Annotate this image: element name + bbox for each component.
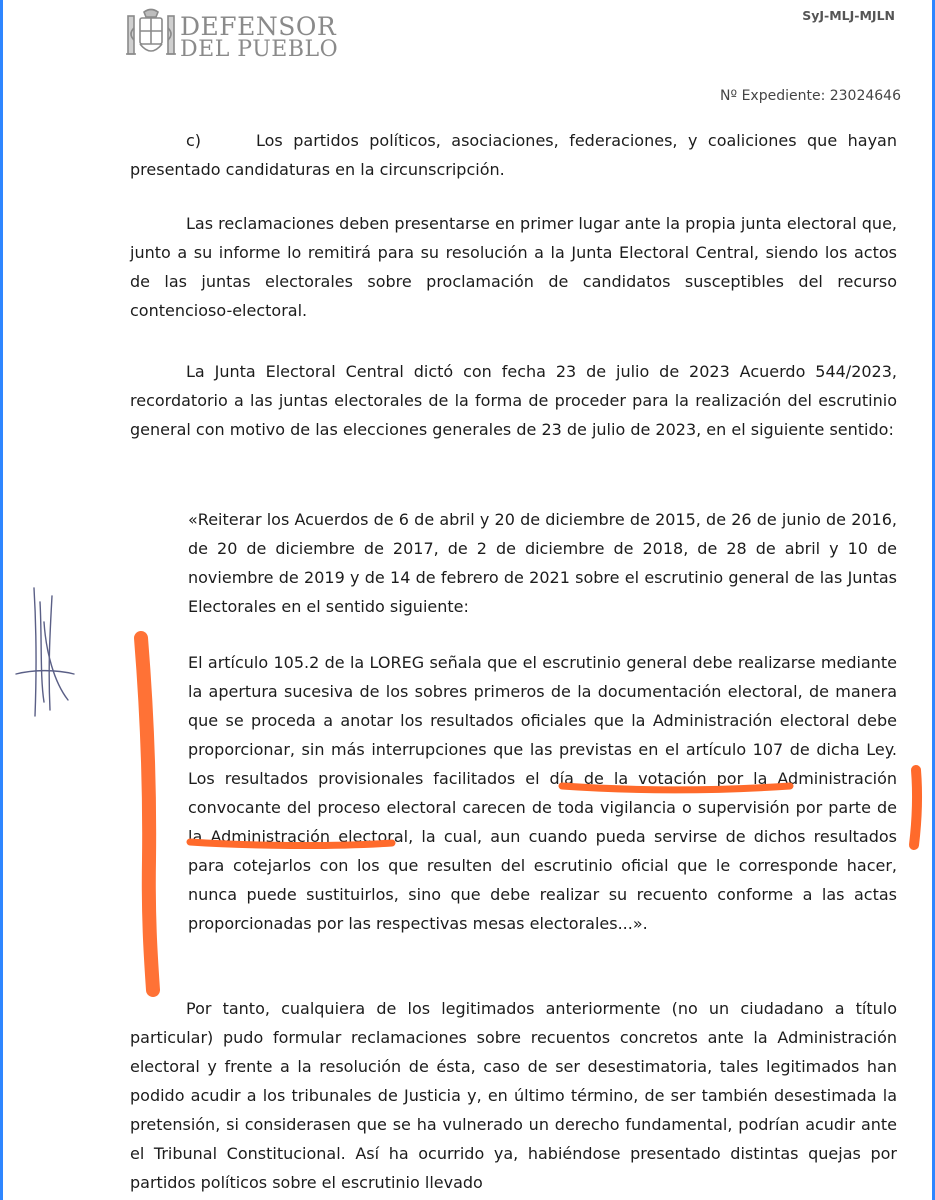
paragraph-junta-electoral: La Junta Electoral Central dictó con fecha 23 de julio de 2023 Acuerdo 544/2023, recordatorio a las juntas electorales de la forma de proceder para la realización del escrutinio general con motivo de las elecciones generales de 23 de julio de 2023, en el siguiente sentido:: [130, 362, 897, 439]
case-number: Nº Expediente: 23024646: [720, 88, 901, 104]
document-reference: SyJ-MLJ-MJLN: [802, 8, 895, 23]
coat-of-arms-icon: [122, 6, 180, 64]
logo-text-line1: DEFENSOR: [180, 12, 337, 41]
paragraph-c-text: Los partidos políticos, asociaciones, federaciones, y coaliciones que hayan presentado candidaturas en la circunscripción.: [130, 131, 897, 179]
margin-highlight-stroke: [914, 770, 917, 845]
paragraph-reclamaciones: Las reclamaciones deben presentarse en primer lugar ante la propia junta electoral que, junto a su informe lo remitirá para su resolución a la Junta Electoral Central, siendo los actos de las juntas electorales sobre proclamación de candidatos susceptibles del recurso contencioso-electoral.: [130, 214, 897, 320]
logo-text-line2: DEL PUEBLO: [180, 37, 339, 62]
quote-reiterar: «Reiterar los Acuerdos de 6 de abril y 20 de diciembre de 2015, de 26 de junio de 2016, de 20 de diciembre de 2017, de 2 de diciembre de 2018, de 28 de abril y 10 de noviembre de 2019 y de 14 de febrero de 2021 sobre el escrutinio general de las Juntas Electorales en el sentido siguiente:: [188, 510, 897, 616]
document-header: [0, 0, 935, 120]
paragraph-por-tanto: Por tanto, cualquiera de los legitimados anteriormente (no un ciudadano a título particular) pudo formular reclamaciones sobre recuentos concretos ante la Administración electoral y frente a la resolución de ésta, caso de ser desestimatoria, tales legitimados han podido acudir a los tribunales de Justicia y, en último término, de ser también desestimada la pretensión, si considerasen que se ha vulnerado un derecho fundamental, podrían acudir ante el Tribunal Constitucional. Así ha ocurrido ya, habiéndose presentado distintas quejas por partidos políticos sobre el escrutinio llevado: [130, 999, 897, 1192]
handwritten-signature: [10, 582, 80, 722]
left-frame-edge: [0, 0, 3, 1200]
vertical-highlight-stroke: [141, 638, 153, 990]
quote-articulo-105: El artículo 105.2 de la LOREG señala que el escrutinio general debe realizarse mediante la apertura sucesiva de los sobres primeros de la documentación electoral, de manera que se proceda a anotar los resultados oficiales que la Administración electoral debe proporcionar, sin más interrupciones que las previstas en el artículo 107 de dicha Ley. Los resultados provisionales facilitados el día de la votación por la Administración convocante del proceso electoral carecen de toda vigilancia o supervisión por parte de la Administración electoral, la cual, aun cuando pueda servirse de dichos resultados para cotejarlos con los que resulten del escrutinio oficial que le corresponde hacer, nunca puede sustituirlos, sino que debe realizar su recuento conforme a las actas proporcionadas por las respectivas mesas electorales...».: [188, 653, 897, 933]
paragraph-c: [130, 126, 897, 184]
institution-logo: [122, 6, 342, 64]
list-label: c): [186, 131, 202, 150]
